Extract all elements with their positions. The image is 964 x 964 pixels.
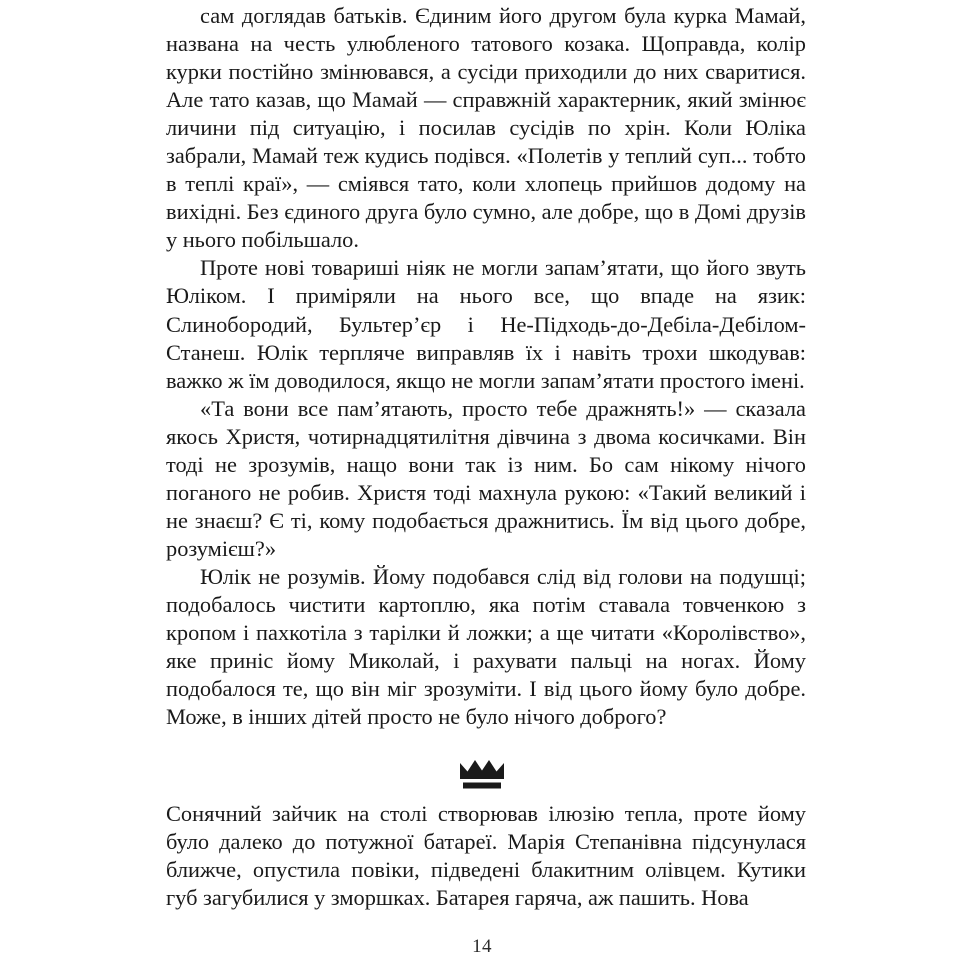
body-text-block <box>166 2 806 731</box>
paragraph: сам доглядав батьків. Єдиним його другом була курка Мамай, названа на честь улюбленого татового козака. Щоправда, колір курки постійно змінювався, а сусіди приходили до них сваритися. Але тато казав, що Мамай — справжній характерник, який змінює личини під ситуацію, і посилав сусідів по хрін. Коли Юліка забрали, Мамай теж кудись подівся. «Полетів у теплий суп... тобто в теплі краї», — сміявся тато, коли хлопець прийшов додому на вихідні. Без єдиного друга було сумно, але добре, що в Домі друзів у нього побільшало. <box>166 3 806 253</box>
page-number: 14 <box>472 936 492 957</box>
paragraph: Проте нові товариші ніяк не могли запам’ятати, що його звуть Юліком. І приміряли на нього все, що впаде на язик: Слинобородий, Бультер’єр і Не-Підходь-до-Дебіла-Дебілом-Станеш. Юлік терпляче виправляв їх і навіть трохи шкодував: важко ж їм доводилося, якщо не могли запам’ятати простого імені. <box>166 255 806 393</box>
section-divider <box>0 757 964 791</box>
paragraph: «Та вони все пам’ятають, просто тебе дражнять!» — сказала якось Христя, чотирнадцятилітня дівчина з двома косичками. Він тоді не зрозумів, нащо вони так із ним. Бо сам нікому нічого поганого не робив. Христя тоді махнула рукою: «Такий великий і не знаєш? Є ті, кому подобається дражнитись. Їм від цього добре, розумієш?» <box>166 395 806 561</box>
crown-icon <box>459 757 505 791</box>
paragraph: Юлік не розумів. Йому подобався слід від голови на подушці; подобалось чистити картоплю, яка потім ставала товченкою з кропом і пахкотіла з тарілки й ложки; а ще читати «Королівство», яке приніс йому Миколай, і рахувати пальці на ногах. Йому подобалося те, що він міг зрозуміти. І від цього йому було добре. Може, в інших дітей просто не було нічого доброго? <box>166 563 806 730</box>
paragraph: Сонячний зайчик на столі створював ілюзію тепла, проте йому було далеко до потужної батареї. Марія Степанівна підсунулася ближче, опустила повіки, підведені блакитним олівцем. Кутики губ загубилися у зморшках. Батарея гаряча, аж пашить. Нова <box>166 801 806 911</box>
section-text-block <box>166 800 806 912</box>
